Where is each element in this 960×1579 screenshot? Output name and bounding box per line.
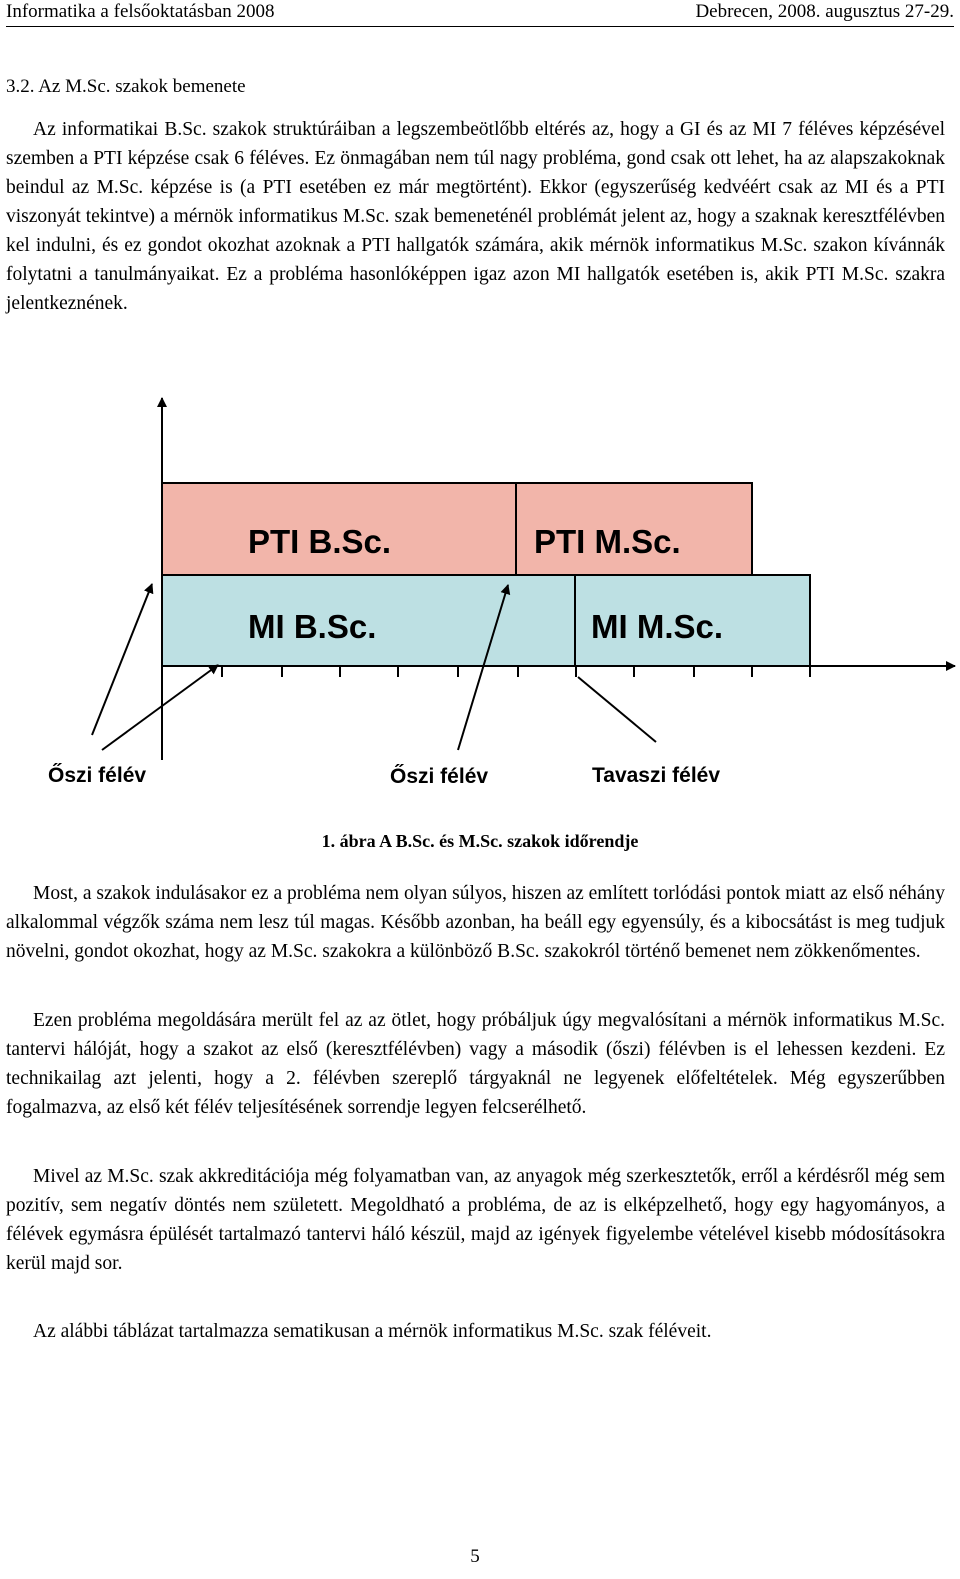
semester-label-2: Őszi félév xyxy=(390,765,489,788)
pti-msc-label: PTI M.Sc. xyxy=(534,523,681,560)
axis-ticks xyxy=(222,666,810,677)
pointer-arrow-1 xyxy=(92,584,152,735)
section-title: 3.2. Az M.Sc. szakok bemenete xyxy=(6,76,246,97)
semester-label-1: Őszi félév xyxy=(48,764,147,787)
figure-caption: 1. ábra A B.Sc. és M.Sc. szakok időrendje xyxy=(321,831,639,851)
paragraph-3: Ezen probléma megoldására merült fel az az ötlet, hogy próbáljuk úgy megvalósítani a mérnök informatikus M.Sc. tantervi hálóját, hogy a szakot az első (keresztfélévben) vagy a második (őszi) félévben is el lehessen kezdeni. Ez technikailag azt jelenti, hogy a 2. félévben szereplő tárgyaknál ne legyenek előfeltételek. Még egyszerűbben fogalmazva, az első két félév teljesítésének sorrendje legyen felcserélhető. xyxy=(6,1010,945,1118)
timeline-diagram xyxy=(0,380,960,820)
page-header xyxy=(6,0,954,27)
header-left: Informatika a felsőoktatásban 2008 xyxy=(6,1,275,22)
pointer-arrow-2 xyxy=(102,665,218,750)
mi-bsc-label: MI B.Sc. xyxy=(248,608,377,645)
paragraph-5: Az alábbi táblázat tartalmazza sematikusan a mérnök informatikus M.Sc. szak féléveit. xyxy=(33,1321,712,1342)
timeline-figure xyxy=(0,380,960,820)
paragraph-1: Az informatikai B.Sc. szakok struktúráiban a legszembeötlőbb eltérés az, hogy a GI és az MI 7 féléves képzésével szemben a PTI képzése csak 6 féléves. Ez önmagában nem túl nagy probléma, gond csak ott lehet, ha az alapszakoknak beindul az M.Sc. képzése is (a PTI esetében ez már megtörtént). Ekkor (egyszerűség kedvéért csak az MI és a PTI viszonyát tekintve) a mérnök informatikus M.Sc. szak bemeneténél problémát jelent az, hogy a szaknak keresztfélévben kel indulni, és ez gondot okozhat azoknak a PTI hallgatók számára, akik mérnök informatikus M.Sc. szakon kívánnák folytatni a tanulmányaikat. Ez a probléma hasonlóképpen igaz azon MI hallgatók esetében is, akik PTI M.Sc. szakra jelentkeznének. xyxy=(6,119,945,314)
mi-msc-label: MI M.Sc. xyxy=(591,608,724,645)
semester-label-3: Tavaszi félév xyxy=(592,764,721,787)
pti-bsc-label: PTI B.Sc. xyxy=(248,523,392,560)
pointer-arrow-4 xyxy=(578,677,656,742)
paragraph-2: Most, a szakok indulásakor ez a probléma nem olyan súlyos, hiszen az említett torlódási pontok miatt az első néhány alkalommal végzők száma nem lesz túl magas. Később azonban, ha beáll egy egyensúly, és a kibocsátást is meg tudjuk növelni, gondot okozhat, hogy az M.Sc. szakokra a különböző B.Sc. szakokról történő bemenet nem zökkenőmentes. xyxy=(6,883,945,962)
paragraph-4: Mivel az M.Sc. szak akkreditációja még folyamatban van, az anyagok még szerkesztetők, erről a kérdésről még sem pozitív, sem negatív döntés nem született. Megoldható a probléma, de az is elképzelhető, hogy egy hagyományos, a félévek egymásra épülését tartalmazó tantervi háló készül, majd az igények figyelembe vételével kisebb módosításokra kerül majd sor. xyxy=(6,1166,945,1274)
page-number: 5 xyxy=(470,1546,480,1567)
header-right: Debrecen, 2008. augusztus 27-29. xyxy=(695,1,954,22)
